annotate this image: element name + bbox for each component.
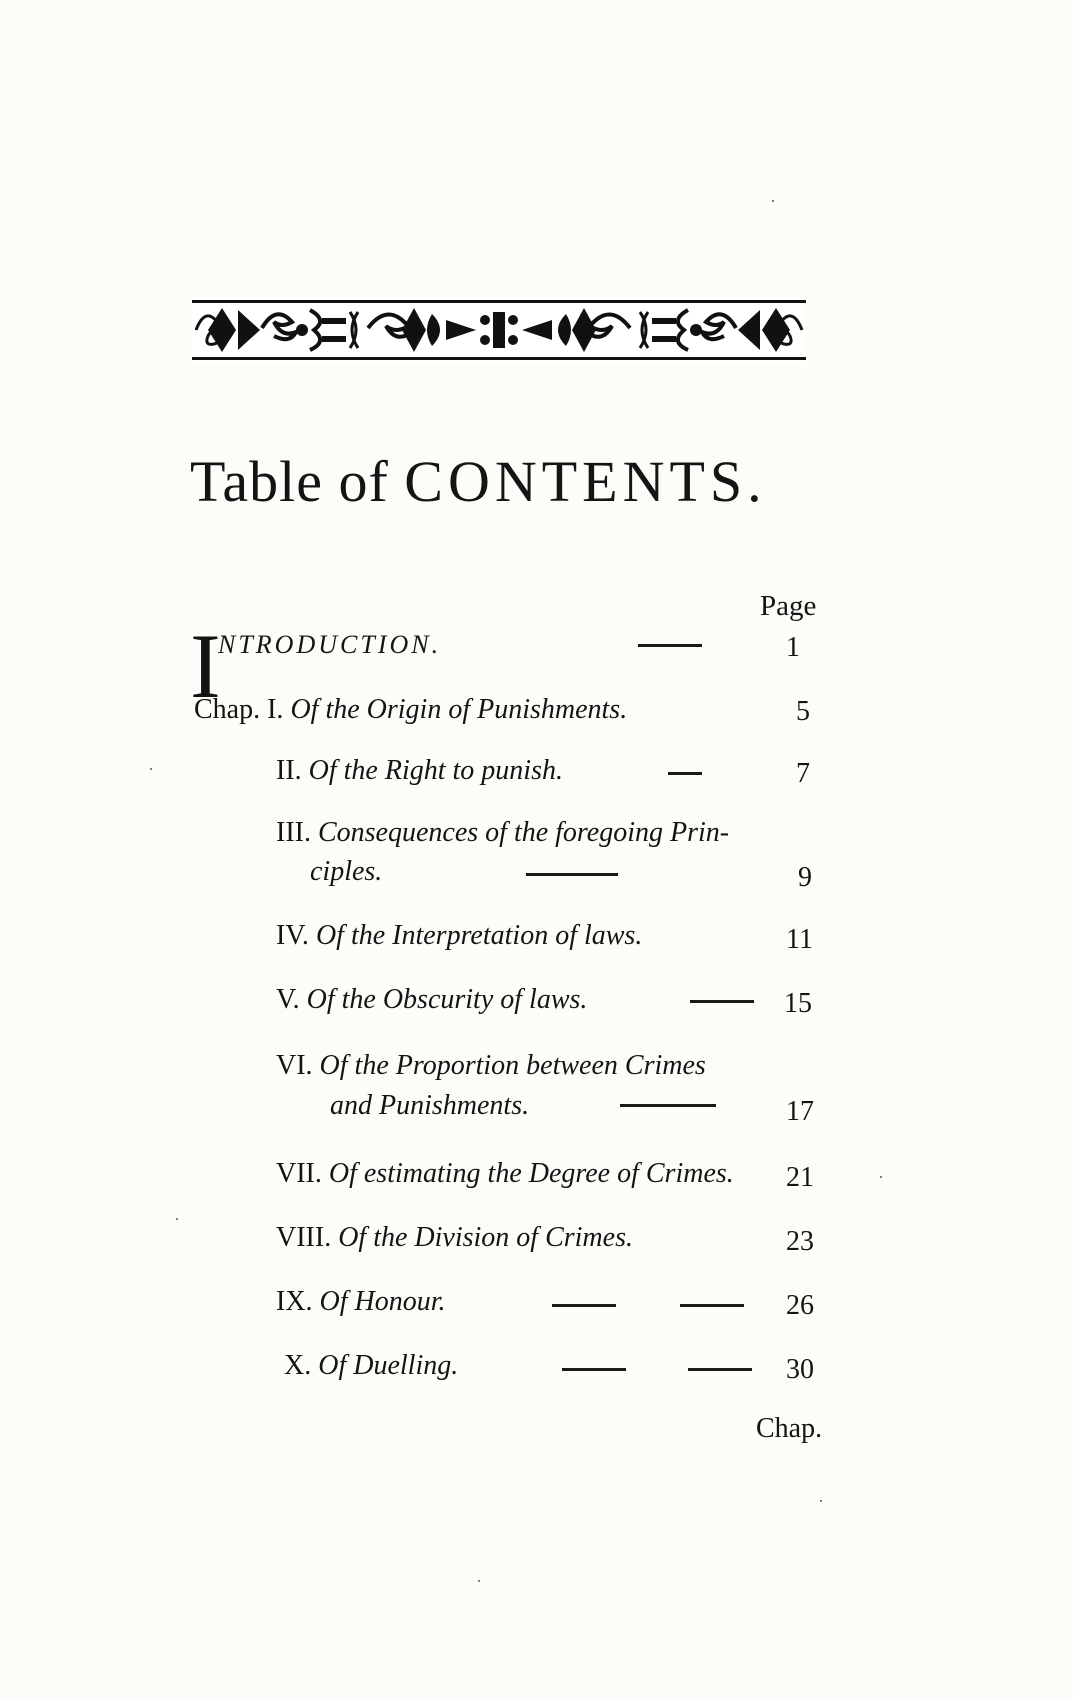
introduction-drop-cap: I xyxy=(190,615,221,717)
toc-entry xyxy=(276,1050,706,1082)
scan-speck xyxy=(478,1580,480,1582)
toc-entry xyxy=(276,984,587,1016)
entry-page: 9 xyxy=(798,862,812,893)
toc-entry xyxy=(276,1158,734,1190)
entry-page: 5 xyxy=(796,696,810,727)
entry-prefix: VI. xyxy=(276,1050,313,1081)
title-prefix: Table of xyxy=(190,449,389,514)
entry-page: 21 xyxy=(786,1162,814,1193)
toc-entry xyxy=(276,755,563,787)
page-column-label: Page xyxy=(760,590,817,622)
introduction-title: NTRODUCTION. xyxy=(218,630,442,659)
entry-prefix: Chap. I. xyxy=(194,694,284,725)
leader-dash xyxy=(638,644,702,647)
scan-speck xyxy=(150,768,152,770)
catchword: Chap. xyxy=(756,1413,823,1444)
leader-dash xyxy=(562,1368,626,1371)
scan-speck xyxy=(176,1218,178,1220)
toc-entry xyxy=(284,1350,458,1382)
page-title xyxy=(190,448,830,515)
entry-title: Of the Origin of Punishments. xyxy=(290,694,628,725)
toc-entry-continuation: ciples. xyxy=(310,856,383,887)
entry-page: 17 xyxy=(786,1096,814,1127)
toc-entry xyxy=(276,920,642,952)
toc-entry xyxy=(276,1286,446,1318)
printers-ornament xyxy=(192,298,806,362)
entry-title: Of the Division of Crimes. xyxy=(338,1222,633,1253)
entry-prefix: V. xyxy=(276,984,300,1015)
entry-title: Consequences of the foregoing Prin- xyxy=(317,817,730,848)
entry-title: Of the Proportion between Crimes xyxy=(319,1050,706,1081)
leader-dash xyxy=(668,772,702,775)
entry-page: 15 xyxy=(784,988,812,1019)
entry-prefix: II. xyxy=(276,755,302,786)
entry-title: Of Honour. xyxy=(319,1286,446,1317)
scan-speck xyxy=(772,200,774,202)
leader-dash xyxy=(680,1304,744,1307)
toc-entry xyxy=(276,817,729,849)
entry-prefix: IV. xyxy=(276,920,309,951)
scan-speck xyxy=(820,1500,822,1502)
entry-title: Of the Right to punish. xyxy=(308,755,563,786)
toc-entry xyxy=(276,1222,633,1254)
entry-prefix: IX. xyxy=(276,1286,313,1317)
entry-title: Of estimating the Degree of Crimes. xyxy=(328,1158,734,1189)
entry-prefix: VII. xyxy=(276,1158,322,1189)
entry-prefix: X. xyxy=(284,1350,312,1381)
title-main: CONTENTS. xyxy=(404,449,767,514)
scan-speck xyxy=(880,1176,882,1178)
entry-title: Of the Interpretation of laws. xyxy=(315,920,643,951)
leader-dash xyxy=(690,1000,754,1003)
entry-page: 30 xyxy=(786,1354,814,1385)
entry-title: Of the Obscurity of laws. xyxy=(306,984,588,1015)
toc-entry-continuation: and Punishments. xyxy=(330,1090,530,1121)
entry-title: Of Duelling. xyxy=(318,1350,459,1381)
entry-prefix: VIII. xyxy=(276,1222,332,1253)
leader-dash xyxy=(526,873,618,876)
leader-dash xyxy=(552,1304,616,1307)
entry-page: 23 xyxy=(786,1226,814,1257)
entry-prefix: III. xyxy=(276,817,311,848)
leader-dash xyxy=(620,1104,716,1107)
entry-page: 26 xyxy=(786,1290,814,1321)
toc-entry xyxy=(194,694,627,726)
leader-dash xyxy=(688,1368,752,1371)
introduction-page: 1 xyxy=(786,632,800,663)
entry-page: 7 xyxy=(796,758,810,789)
entry-page: 11 xyxy=(786,924,813,955)
